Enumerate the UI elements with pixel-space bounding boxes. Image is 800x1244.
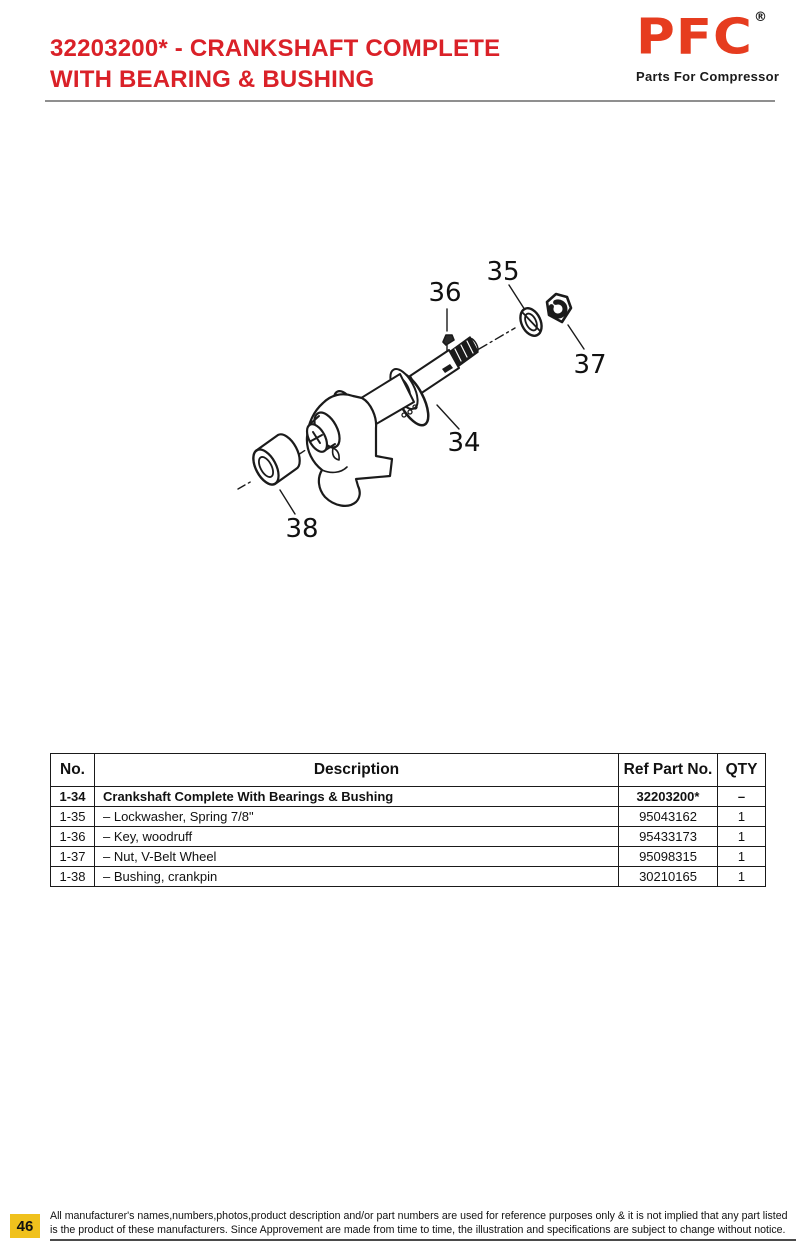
cell-qty: 1 <box>718 827 766 847</box>
footer-disclaimer <box>50 1210 796 1241</box>
cell-ref-part-no: 95433173 <box>619 827 718 847</box>
table-row <box>51 847 766 867</box>
cell-qty: – <box>718 787 766 807</box>
cell-description: Crankshaft Complete With Bearings & Bushing <box>95 787 619 807</box>
leader-38 <box>280 490 295 514</box>
page-title <box>50 33 500 95</box>
nut-part <box>547 294 571 322</box>
callout-34: 34 <box>447 428 481 458</box>
lockwasher-part <box>516 305 545 339</box>
crankshaft-diagram-svg <box>230 240 630 550</box>
column-header-qty: QTY <box>718 754 766 787</box>
column-header-description: Description <box>95 754 619 787</box>
cell-qty: 1 <box>718 807 766 827</box>
table-row <box>51 827 766 847</box>
leader-37 <box>568 325 584 349</box>
pfc-logo-mark <box>636 9 767 68</box>
leader-34 <box>437 405 459 429</box>
woodruff-key-part <box>443 335 454 345</box>
cell-ref-part-no: 30210165 <box>619 867 718 887</box>
parts-table <box>50 753 766 887</box>
header-divider <box>45 100 775 102</box>
cell-ref-part-no: 32203200* <box>619 787 718 807</box>
callout-38: 38 <box>285 514 319 544</box>
cell-qty: 1 <box>718 867 766 887</box>
table-row <box>51 807 766 827</box>
leader-35 <box>509 285 525 310</box>
disclaimer-line2: is the product of these manufacturers. Since Approvement are made from time to time, the illustration and specifications are subject to change without notice. <box>50 1223 786 1236</box>
cell-description: – Bushing, crankpin <box>95 867 619 887</box>
table-row <box>51 867 766 887</box>
cell-description: – Lockwasher, Spring 7/8" <box>95 807 619 827</box>
cell-ref-part-no: 95043162 <box>619 807 718 827</box>
cell-ref-part-no: 95098315 <box>619 847 718 867</box>
exploded-view-diagram <box>230 240 630 550</box>
cell-no: 1-35 <box>51 807 95 827</box>
bushing-part <box>248 434 299 488</box>
disclaimer-line1: All manufacturer's names,numbers,photos,product description and/or part numbers are used for reference purposes only & it is not implied that any part listed <box>50 1210 788 1222</box>
callout-35: 35 <box>486 257 520 287</box>
parts-table-header-row <box>51 754 766 787</box>
page-number-badge: 46 <box>10 1214 40 1238</box>
cell-no: 1-34 <box>51 787 95 807</box>
cell-no: 1-38 <box>51 867 95 887</box>
registered-trademark-icon: ® <box>753 10 767 25</box>
callout-37: 37 <box>573 350 607 380</box>
pfc-logo <box>636 9 786 84</box>
page-title-line2: WITH BEARING & BUSHING <box>50 66 375 93</box>
cell-no: 1-37 <box>51 847 95 867</box>
callout-36: 36 <box>428 278 462 308</box>
pfc-logo-text: PFC <box>636 9 753 66</box>
pfc-logo-tagline: Parts For Compressor <box>636 69 780 84</box>
column-header-ref-part-no: Ref Part No. <box>619 754 718 787</box>
centerline-upper <box>479 328 515 349</box>
cell-qty: 1 <box>718 847 766 867</box>
cell-description: – Nut, V-Belt Wheel <box>95 847 619 867</box>
page-title-line1: 32203200* - CRANKSHAFT COMPLETE <box>50 35 501 62</box>
column-header-no: No. <box>51 754 95 787</box>
cell-no: 1-36 <box>51 827 95 847</box>
table-row <box>51 787 766 807</box>
cell-description: – Key, woodruff <box>95 827 619 847</box>
